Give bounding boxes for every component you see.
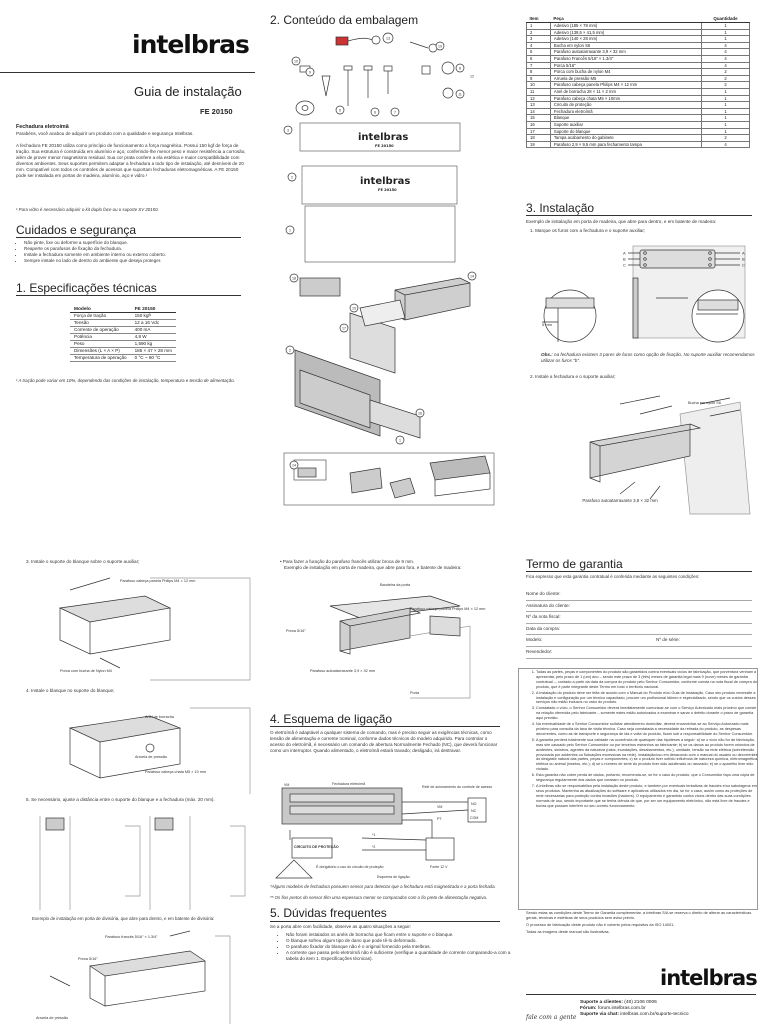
callout-16: 16: [418, 411, 422, 416]
item-no: 17: [527, 128, 551, 135]
obs-text: na fechadura existem 3 pares de furos como opção de fixação. No suporte auxiliar recomendamos utilizar os furos "b".: [541, 352, 755, 364]
table-row: [527, 49, 750, 56]
item-part: Arruela de pressão M5: [550, 75, 701, 82]
wiring-diagram: [272, 780, 502, 880]
intro-footnote: ¹ Para vidro é necessário adquirir o kit duplo face ou o suporte SV 20150.: [16, 207, 159, 212]
item-qty: 4: [701, 62, 749, 69]
care-list: [16, 240, 254, 264]
spec-label: Tensão: [70, 320, 131, 327]
install-step-2: 2. Instale a fechadura e o suporte auxiliar;: [530, 374, 616, 379]
step3-label-2: Porca com bucha de Nylon M4: [60, 669, 112, 673]
list-item: • Instale a fechadura somente em ambiente interno ou externo coberto.: [24, 252, 254, 258]
item-part: Anel de borracha 28 × 11 × 2 mm: [550, 88, 701, 95]
protection-label: CIRCUITO DE PROTEÇÃO: [294, 845, 339, 849]
contact-chat-row: [580, 1012, 689, 1018]
table-row: [527, 55, 750, 62]
spec-label: Potência: [70, 334, 131, 341]
hole-a-right: A: [742, 250, 745, 256]
list-item: • Não foram instalados os anéis de borracha que ficam entre o suporte e o blanque.: [286, 932, 512, 938]
install-step-3: 3. Instale o suporte do blanque sobre o suporte auxiliar;: [26, 559, 140, 564]
list-item: 2. A instalação do produto deve ser feita de acordo com o Manual do Produto e/ou Guia de Instalação. Caso seu produto necessite a instalação e configuração por um técnico capacitado, procure um profissional idôneo e especializado, sendo que os custos desses serviços não estão inclusos no valor do produto.: [536, 691, 760, 706]
ex2-label-1: Parafuso francês 5/16" × 1.3/4": [105, 935, 158, 939]
warranty-heading: Termo de garantia: [526, 557, 623, 571]
spec-label: Temperatura de operação: [70, 355, 131, 362]
terminal-com: COM: [470, 816, 479, 820]
forum-label: Fórum:: [580, 1006, 597, 1012]
slogan: fale com a gente: [526, 1014, 577, 1021]
warranty-closing-2: O processo de fabricação deste produto não é coberto pelos requisitos da ISO 14001.: [526, 922, 675, 927]
item-part: Porca 5/16": [550, 62, 701, 69]
hole-b-right: B: [742, 256, 745, 262]
table-row: [527, 121, 750, 128]
spec-value: 4,8 W: [131, 334, 176, 341]
wire-vm-2: VM: [437, 805, 443, 809]
greeting-text: Parabéns, você acabou de adquirir um produto com a qualidade e segurança Intelbras.: [16, 131, 194, 136]
item-qty: 1: [701, 102, 749, 109]
item-qty: 1: [701, 128, 749, 135]
install-intro: Exemplo de instalação em porta de madeira, que abre para dentro, e em batente de madeira:: [526, 219, 717, 224]
product-heading: Fechadura eletroímã: [16, 124, 69, 130]
callout-2b: 2: [289, 348, 291, 353]
contact-info: [580, 1000, 689, 1019]
table-row: [527, 115, 750, 122]
source-label: Fonte 12 V: [430, 865, 448, 869]
wiring-text: O eletroímã é adaptável a qualquer sistema de comando, mas é preciso seguir as exigências técnicas, como tensão de alimentação e corrente nominal, conforme dados técnicos do modelo adquirido. Para controlar o acesso do eletroímã, é necessário um comando de abertura Normalmente Fechado (NC), que deverá funcionar como um interruptor. Quando alimentado, o eletroímã estará travado; desligado, irá destravar.: [270, 730, 498, 754]
chat-link[interactable]: intelbras.com.br/suporte-tecnico: [620, 1012, 689, 1018]
obs-label: Obs.:: [541, 352, 553, 357]
callout-14: 14: [470, 274, 474, 279]
callout-13: 13: [386, 36, 390, 41]
spec-value: 12 a 16 Vdc: [131, 320, 176, 327]
ex3-label-1: Bandeira da porta: [380, 583, 411, 587]
spec-label: Peso: [70, 341, 131, 348]
callout-12: 12: [470, 74, 474, 79]
callout-7: 7: [394, 110, 396, 115]
item-qty: 1: [701, 95, 749, 102]
item-qty: 4: [701, 49, 749, 56]
ex3-label-5: Porta: [410, 691, 420, 695]
wiring-rule: [270, 726, 500, 727]
parts-table: [526, 16, 750, 148]
tip-body: Para fazer a furação do parafuso francês utilizar broca de 9 mm.: [282, 559, 415, 564]
step3-illustration: [30, 568, 256, 682]
item-no: 1: [527, 23, 551, 30]
warranty-intro: Fica expresso que esta garantia contratual é conferida mediante as seguintes condições:: [526, 574, 700, 579]
package-label-model-2: FE 20150: [378, 188, 397, 192]
ex2-label-3: Arruela de pressão: [36, 1016, 69, 1020]
install-rule: [526, 215, 752, 216]
list-item: • O parafuso fixador do blanque não é o original fornecido pela Intelbras.: [286, 944, 512, 950]
table-row: [70, 341, 176, 348]
install-step-1: 1. Marque os furos com a fechadura e o suporte auxiliar;: [530, 228, 646, 233]
list-item: 7. A Intelbras não se responsabiliza pela instalação deste produto, e também por eventuais tentativas de fraudes e/ou sabotagens em seus produtos. Mantenha as atualizações do software e aplicativos utilizados em dia, se for o caso, assim como as proteções de rede necessárias para proteção contra invasões (hackers). O equipamento é garantido contra vícios dentro das suas condições normais de uso, sendo importante que se tenha ciência de que, por ser um equipamento eletrônico, não está livre de fraudes e burlas que possam interferir no seu correto funcionamento.: [536, 784, 760, 809]
item-part: Bucha em nylon S6: [550, 42, 701, 49]
callout-6: 6: [374, 110, 376, 115]
item-part: Circuito de proteção: [550, 102, 701, 109]
table-row: [527, 75, 750, 82]
care-heading: Cuidados e segurança: [16, 223, 137, 237]
marker-1: *1: [372, 833, 376, 837]
callout-1: 1: [289, 228, 291, 233]
list-item: • Sempre instale no lado de dentro do ambiente que deseja proteger.: [24, 258, 254, 264]
callout-11: 11: [458, 92, 462, 97]
item-no: 7: [527, 62, 551, 69]
item-qty: 1: [701, 23, 749, 30]
warranty-closing-3: Todas as imagens deste manual são ilustrativas.: [526, 929, 610, 934]
item-qty: 1: [701, 29, 749, 36]
item-part: Suporte do blanque: [550, 128, 701, 135]
table-row: [527, 95, 750, 102]
parts-col-part: Peça: [550, 16, 701, 23]
item-no: 11: [527, 88, 551, 95]
item-part: Parafuso 2,9 × 9,5 mm para fechamento tampa: [550, 141, 701, 148]
warranty-clauses: [526, 670, 760, 809]
item-part: Suporte auxiliar: [550, 121, 701, 128]
hole-b-left: B: [623, 256, 626, 262]
item-no: 3: [527, 36, 551, 43]
item-qty: 4: [701, 55, 749, 62]
form-field-name[interactable]: Nome do cliente:: [526, 589, 752, 601]
intro-text: A fechadura FE 20150 utiliza como princípio de funcionamento a força magnética. Possui 150 kgf de força de tração. Sua estrutura é construída em alumínio e aço, conferindo-lhe menor peso e maior resistência a corrosão, além de prover menor magnetismo residual. Sua cor prata confere a ela estética e maior compatibilidade com diversos ambientes. Seus suportes permitem adaptar a fechadura a todo tipo de instalação, até desníveis de 20 mm. Compatível com todos os controles de acessos que suportam fechaduras eletromagnéticas. A FE 20150 pode ser instalada em portas de madeira, alumínio, aço e vidro.¹: [16, 143, 246, 179]
item-no: 4: [527, 42, 551, 49]
spec-value: 1,590 kg: [131, 341, 176, 348]
hole-a-left: A: [623, 250, 626, 256]
ex2-label-2: Porca 5/16": [78, 957, 98, 961]
table-row: [527, 128, 750, 135]
table-row: [70, 327, 176, 334]
parts-col-item: Item: [527, 16, 551, 23]
callout-10: 10: [294, 59, 298, 64]
specs-col-model: Modelo: [70, 307, 131, 313]
item-no: 16: [527, 121, 551, 128]
form-field-serial[interactable]: Nº de série:: [656, 637, 680, 643]
step2-illustration: [560, 384, 756, 516]
spec-value: 150 kgf¹: [131, 313, 176, 320]
item-qty: 2: [701, 69, 749, 76]
install-step-4: 4. Instale o blanque no suporte do blanque;: [26, 688, 115, 693]
support-phone[interactable]: (48) 2106 0006: [624, 1000, 657, 1005]
warranty-closing-1: Sendo estas as condições deste Termo de Garantia complementar, a Intelbras S/A se reserva o direito de alterar as características gerais, técnicas e estéticas de seus produtos sem aviso prévio.: [526, 910, 752, 920]
table-row: [527, 23, 750, 30]
list-item: • Reaperte os parafusos de fixação da fechadura.: [24, 246, 254, 252]
footer-logo: intelbras: [660, 966, 757, 990]
warning-label: É obrigatório o uso do circuito de proteção: [316, 865, 384, 869]
item-qty: 4: [701, 141, 749, 148]
table-row: [527, 82, 750, 89]
marker-2: *2: [372, 845, 376, 849]
item-no: 12: [527, 95, 551, 102]
scheme-label: Esquema de ligação: [377, 875, 410, 879]
warranty-rule: [526, 571, 752, 572]
callout-3: 3: [287, 128, 289, 133]
form-field-reseller[interactable]: Revendedor:: [526, 647, 752, 659]
form-field-model[interactable]: Modelo:: [526, 637, 543, 643]
forum-link[interactable]: forum.intelbras.com.br: [597, 1006, 646, 1012]
item-no: 8: [527, 69, 551, 76]
ex3-label-4: Parafuso autoatarraxante 3,9 × 32 mm: [310, 669, 376, 673]
item-qty: 1: [701, 88, 749, 95]
specs-col-value: FE 20150: [131, 307, 176, 313]
item-qty: 1: [701, 36, 749, 43]
item-no: 5: [527, 49, 551, 56]
table-row: [70, 348, 176, 355]
item-part: Tampa acabamento do gabinete: [550, 135, 701, 142]
wire-pt: PT: [437, 817, 442, 821]
item-no: 14: [527, 108, 551, 115]
step2-screw-label: Parafuso autoatarraxante 3,9 × 32 mm: [582, 498, 658, 503]
item-qty: 4: [701, 42, 749, 49]
hole-c-left: C: [623, 262, 626, 268]
item-no: 9: [527, 75, 551, 82]
parts-col-qty: Quantidade: [701, 16, 749, 23]
table-row: [70, 334, 176, 341]
example3-illustration: [280, 576, 510, 701]
step4-label-2: Arruela de pressão: [135, 755, 168, 759]
form-field-model-row: [526, 635, 752, 647]
callout-8: 8: [459, 66, 461, 71]
specs-table: [70, 307, 176, 362]
table-row: [527, 141, 750, 148]
item-part: Parafuso cabeça panela Philips M4 × 12 mm: [550, 82, 701, 89]
header-rule: [0, 72, 255, 73]
list-item: 6. Esta garantia não cobre perda de dados, portanto, recomenda-se, se for o caso do produto, que o Consumidor faça uma cópia de segurança regularmente dos dados que constam no produto.: [536, 773, 760, 783]
table-row: [70, 320, 176, 327]
item-qty: 1: [701, 121, 749, 128]
form-field-invoice[interactable]: Nº da nota fiscal:: [526, 612, 752, 624]
item-part: Parafuso cabeça chata M5 × 10mm: [550, 95, 701, 102]
hole-c-right: C: [742, 262, 745, 268]
dimension-label: 5 mm: [542, 322, 552, 327]
item-qty: 2: [701, 75, 749, 82]
spec-label: Força de tração: [70, 313, 131, 320]
table-row: [527, 108, 750, 115]
item-no: 18: [527, 135, 551, 142]
step1-illustration: [528, 238, 754, 346]
item-no: 10: [527, 82, 551, 89]
form-field-signature[interactable]: Assinatura do cliente:: [526, 601, 752, 613]
warranty-form: [526, 589, 752, 659]
callout-19: 19: [438, 44, 442, 49]
wiring-note-1: *Alguns modelos de fechadura possuem sensor para detectar que a fechadura está magnetizada e a porta fechada.: [270, 884, 496, 889]
install-obs: [541, 352, 755, 364]
relay-label: Relé de acionamento do controle de acesso: [422, 785, 493, 789]
faq-list: [278, 932, 512, 962]
ex3-label-2: Parafuso cabeça panela Philips M4 × 12 mm: [410, 607, 486, 611]
list-item: 1. Todas as partes, peças e componentes do produto são garantidos contra eventuais vícios de fabricação, que porventura venham a apresentar, pelo prazo de 1 (um) ano – sendo este prazo de 3 (três) meses de garantia legal mais 9 (nove) meses de garantia contratual –, contado a partir da data da compra do produto pelo Senhor Consumidor, conforme consta na nota fiscal de compra do produto, que é parte integrante deste Termo em todo o território nacional.: [536, 670, 760, 690]
callout-2: 2: [291, 175, 293, 180]
callout-18: 18: [292, 276, 296, 281]
specs-note: ¹ A tração pode variar em 10%, dependendo das condições de instalação, temperatura e tensão de alimentação.: [16, 378, 235, 383]
tip-text: • Para fazer a furação do parafuso francês utilizar broca de 9 mm.: [280, 559, 415, 564]
table-row: [70, 355, 176, 362]
item-no: 6: [527, 55, 551, 62]
chat-label: Suporte via chat:: [580, 1012, 619, 1018]
package-label-logo: intelbras: [358, 132, 409, 143]
model-number: FE 20150: [200, 107, 233, 116]
form-field-purchase-date[interactable]: Data da compra:: [526, 624, 752, 636]
wiring-note-2: ** Os fios pretos do sensor têm uma espessura menor se comparados com o fio preto de alimentação negativa.: [270, 895, 488, 900]
table-row: [527, 36, 750, 43]
item-part: Fechadura eletroímã: [550, 108, 701, 115]
package-heading: 2. Conteúdo da embalagem: [270, 13, 419, 27]
spec-value: 185 × 47 × 28 mm: [131, 348, 176, 355]
faq-intro: Se a porta abre com facilidade, observe as quatro situações a seguir:: [270, 924, 412, 929]
list-item: 4. Na eventualidade de o Senhor Consumidor solicitar atendimento domiciliar, deverá encaminhar-se ao Serviço Autorizado mais próximo para consulta da taxa de visita técnica. Caso seja constatada a necessidade da retirada do produto, as despesas decorrentes, como as de transporte e segurança de ida e volta do produto, ficam sob a responsabilidade do Senhor Consumidor.: [536, 722, 760, 737]
item-no: 13: [527, 102, 551, 109]
example2-text: Exemplo de instalação em porta de divisória, que abre para dentro, e em batente de divisória:: [32, 916, 215, 921]
care-rule: [16, 237, 241, 238]
item-qty: 1: [701, 108, 749, 115]
wiring-heading: 4. Esquema de ligação: [270, 712, 393, 726]
callout-17: 17: [342, 326, 346, 331]
callout-1b: 1: [399, 438, 401, 443]
wire-vm: VM: [284, 783, 290, 787]
table-row: [527, 62, 750, 69]
table-row: [527, 42, 750, 49]
table-row: [527, 102, 750, 109]
terminal-no: NO: [471, 802, 477, 806]
table-row: [70, 313, 176, 320]
list-item: 5. A garantia perderá totalmente sua validade na ocorrência de quaisquer das hipóteses a seguir: a) se o vício não for de fabricação, mas sim causado pelo Senhor Consumidor ou por terceiros estranhos ao fabricante; b) se os danos ao produto forem oriundos de acidentes, sinistros, agentes da natureza (raios, inundações, desabamentos, etc.), umidade, tensão na rede elétrica (sobretensão provocada por acidentes ou flutuações excessivas na rede), instalação/uso em desacordo com o manual do usuário ou decorrentes do desgaste natural das partes, peças e componentes; c) se o produto tiver sofrido influência de natureza química, eletromagnética, elétrica ou animal (insetos, etc.); d) se o número de série do produto tiver sido adulterado ou rasurado; e) se o aparelho tiver sido violado.: [536, 738, 760, 772]
example3-text: Exemplo de instalação em porta de madeira, que abre para fora, e batente de madeira:: [284, 565, 462, 570]
list-item: • A corrente que passa pelo eletroímã não é suficiente (verifique a quantidade de corrente comparando-a com a tabela do item 1. Especificações técnicas).: [286, 950, 512, 962]
list-item: • Não pinte, lixe ou deforme a superfície do blanque.: [24, 240, 254, 246]
callout-14b: 14: [292, 463, 296, 468]
example2-illustration: [30, 926, 256, 1024]
item-part: Adesivo (140 × 28 mm): [550, 36, 701, 43]
item-qty: 2: [701, 82, 749, 89]
spec-value: 400 mA: [131, 327, 176, 334]
list-item: • O blanque sofreu algum tipo de dano que pode tê-lo deformado.: [286, 938, 512, 944]
item-part: Adesivo (185 × 78 mm): [550, 23, 701, 30]
package-contents-illustration: [270, 28, 510, 508]
table-row: [527, 88, 750, 95]
callout-15: 15: [352, 306, 356, 311]
terminal-nc: NC: [471, 809, 477, 813]
item-part: Blanque: [550, 115, 701, 122]
item-part: Adesivo (139,5 × 41,5 mm): [550, 29, 701, 36]
package-label-model: FE 20150: [375, 144, 394, 148]
install-heading: 3. Instalação: [526, 201, 595, 215]
item-part: Porca com bucha de nylon M4: [550, 69, 701, 76]
step4-label-3: Parafuso cabeça chata M5 × 10 mm: [145, 770, 207, 774]
step4-illustration: [30, 698, 256, 794]
spec-label: Corrente de operação: [70, 327, 131, 334]
specs-rule: [16, 295, 241, 296]
package-label-logo-2: intelbras: [360, 176, 411, 187]
item-qty: 1: [701, 115, 749, 122]
spec-label: Dimensões (L × A × P): [70, 348, 131, 355]
bucha-label: Bucha em nylon S6: [688, 401, 721, 405]
table-row: [527, 29, 750, 36]
faq-heading: 5. Dúvidas frequentes: [270, 906, 387, 920]
item-no: 19: [527, 141, 551, 148]
spec-value: 0 °C ~ 60 °C: [131, 355, 176, 362]
page-title: Guia de instalação: [134, 84, 242, 99]
list-item: 3. Constatado o vício, o Senhor Consumidor deverá imediatamente comunicar-se com o Serviço Autorizado mais próximo que conste na relação oferecida pelo fabricante – somente estes estão autorizados a examinar e sanar o defeito durante o prazo de garantia aqui previsto.: [536, 706, 760, 721]
step5-illustration: [30, 806, 256, 922]
item-qty: 2: [701, 135, 749, 142]
support-label: Suporte a clientes:: [580, 1000, 623, 1005]
faq-rule: [270, 921, 500, 922]
footer-rule: [526, 994, 756, 995]
table-row: [527, 135, 750, 142]
specs-heading: 1. Especificações técnicas: [16, 281, 157, 295]
item-no: 15: [527, 115, 551, 122]
install-step-5: 5. Se necessário, ajuste a distância entre o suporte do blanque e a fechadura (máx. 20 mm).: [26, 797, 215, 802]
item-part: Parafuso Francês 5/16" × 1.3/4": [550, 55, 701, 62]
item-no: 2: [527, 29, 551, 36]
brand-logo: intelbras: [132, 30, 249, 59]
step3-label-1: Parafuso cabeça panela Philips M4 × 12 mm: [120, 579, 196, 583]
ex3-label-3: Porca 5/16": [286, 629, 306, 633]
lock-label: Fechadura eletroímã: [332, 782, 366, 786]
callout-9: 9: [309, 70, 311, 75]
step4-label-1: Anel de borracha: [145, 715, 174, 719]
callout-5: 5: [339, 108, 341, 113]
table-row: [527, 69, 750, 76]
item-part: Parafuso autoatarraxante 3,9 × 32 mm: [550, 49, 701, 56]
